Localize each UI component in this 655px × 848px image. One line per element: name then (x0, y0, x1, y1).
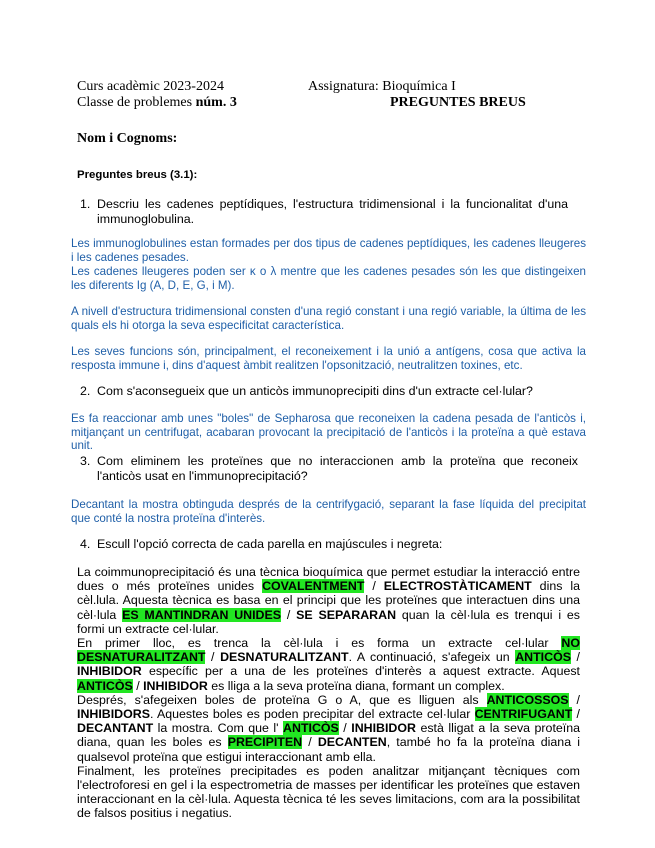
subsection-title: Preguntes breus (3.1): (77, 169, 198, 181)
question-number: 4. (80, 537, 91, 551)
highlight-correct: CENTRIFUGANT (474, 707, 573, 722)
text: . A continuació, s'afegeix un (348, 650, 516, 665)
question-2 (80, 384, 580, 399)
option-incorrect: SE SEPARARAN (296, 607, 397, 622)
class-number-line (77, 95, 237, 111)
question-text: Com s'aconsegueix que un anticòs immunoprecipiti dins d'un extracte cel·lular? (97, 384, 533, 398)
paragraph-3 (77, 693, 580, 764)
text: . Aquestes boles es poden precipitar del extracte cel·lular (149, 707, 475, 722)
answer-1a: Les immunoglobulines estan formades per dos tipus de cadenes peptídiques, les cadenes lleugeres i les cadenes pesades. (71, 237, 586, 264)
name-label: Nom i Cognoms: (77, 131, 178, 146)
subject: Assignatura: Bioquímica I (308, 79, 456, 94)
highlight-correct: ANTICÒS (77, 678, 133, 693)
question-4 (80, 537, 580, 552)
class-number: núm. 3 (195, 95, 237, 110)
question-1 (80, 197, 568, 226)
highlight-correct: ANTICOSSOS (486, 692, 569, 707)
highlight-correct: NO DESNATURALITZANT (77, 636, 580, 665)
question-text: Com eliminem les proteïnes que no interaccionen amb la proteïna que reconeix l'anticòs usat en l'immunoprecipitació? (97, 454, 578, 483)
highlight-correct: PRECIPITEN (227, 735, 303, 750)
text: quan la cèl·lula es trenqui i es formi un extracte cel·lular. (77, 607, 580, 636)
highlight-correct: COVALENTMENT (262, 579, 365, 594)
text: / (364, 579, 384, 594)
option-incorrect: INHIBIDOR (143, 678, 208, 693)
text: En primer lloc, es trenca la cèl·lula i es forma un extracte cel·lular (77, 636, 562, 651)
question-number: 2. (80, 384, 91, 398)
question-number: 3. (80, 454, 91, 468)
text: La coimmunoprecipitació és una tècnica bioquímica que permet estudiar la interacció entre dues o més proteïnes unides (77, 565, 580, 594)
text: / (572, 707, 580, 722)
text: Després, s'afegeixen boles de proteïna G o A, que es lliguen als (77, 692, 487, 707)
highlight-correct: ANTICÒS (515, 650, 571, 665)
course-year: Curs acadèmic 2023-2024 (77, 79, 224, 94)
question-text: Escull l'opció correcta de cada parella en majúscules i negreta: (97, 537, 443, 551)
option-incorrect: DECANTANT (77, 721, 154, 736)
text: / (570, 650, 581, 665)
text: / (132, 678, 144, 693)
text: , també ho fa la proteïna diana i qualsevol proteïna que estigui interaccionant amb ella. (77, 735, 581, 764)
answer-2: Es fa reaccionar amb unes "boles" de Sepharosa que reconeixen la cadena pesada de l'anticòs i, mitjançant un centrifugat, acabaran provocant la precipitació de l'anticòs i la proteïna a què estava unit. (71, 412, 586, 453)
paragraph-1 (77, 565, 580, 636)
text: / (205, 650, 221, 665)
question-4-body (77, 565, 580, 821)
answer-1b: Les cadenes lleugeres poden ser κ o λ mentre que les cadenes pesades són les que distingeixen les diferents Ig (A, D, E, G, i M). (71, 265, 586, 292)
text: / (338, 721, 352, 736)
class-prefix: Classe de problemes (77, 95, 196, 110)
text: específic per a una de les proteïnes d'interès a aquest extracte. Aquest (141, 664, 580, 679)
highlight-correct: ES MANTINDRAN UNIDES (122, 607, 282, 622)
option-incorrect: DECANTEN (317, 735, 387, 750)
text: / (568, 692, 580, 707)
answer-3: Decantant la mostra obtinguda després de la centrifygació, separant la fase líquida del precipitat que conté la nostra proteïna d'interès. (71, 498, 586, 525)
option-incorrect: INHIBIDOR (77, 664, 142, 679)
paragraph-2 (77, 636, 580, 693)
answer-1d: Les seves funcions són, principalment, el reconeixement i la unió a antígens, cosa que activa la resposta immune i, dins d'aquest àmbit realitzen l'opsonització, neutralitzen toxines, etc. (71, 345, 586, 372)
text: / (281, 607, 297, 622)
question-3 (80, 454, 578, 483)
answer-1c: A nivell d'estructura tridimensional consten d'una regió constant i una regió variable, la última de les quals els hi otorga la seva especificitat característica. (71, 305, 586, 332)
text: la mostra. Com que l' (153, 721, 284, 736)
paragraph-4: Finalment, les proteïnes precipitades es poden analitzar mitjançant tècniques com l'electroforesi en gel i la espectrometria de masses per identificar les proteïnes que estaven interaccionant en la cèl·lula. Aquesta tècnica té les seves limitacions, com ara la possibilitat de falsos positius i negatius. (77, 763, 580, 821)
text: es lliga a la seva proteïna diana, formant un complex. (207, 678, 505, 693)
option-incorrect: INHIBIDORS (77, 707, 150, 722)
text: dins la cèl.lula. Aquesta tècnica es basa en el principi que les proteïnes que interactuen dins una cèl·lula (77, 579, 580, 622)
highlight-correct: ANTICÒS (283, 721, 339, 736)
text: està lligat a la seva proteïna diana, quan les boles es (77, 721, 581, 750)
section-title: PREGUNTES BREUS (390, 95, 526, 110)
question-number: 1. (80, 197, 91, 211)
option-incorrect: ELECTROSTÀTICAMENT (383, 579, 532, 594)
option-incorrect: DESNATURALITZANT (220, 650, 349, 665)
option-incorrect: INHIBIDOR (351, 721, 416, 736)
question-text: Descriu les cadenes peptídiques, l'estructura tridimensional i la funcionalitat d'una immunoglobulina. (97, 197, 568, 226)
text: / (302, 735, 318, 750)
